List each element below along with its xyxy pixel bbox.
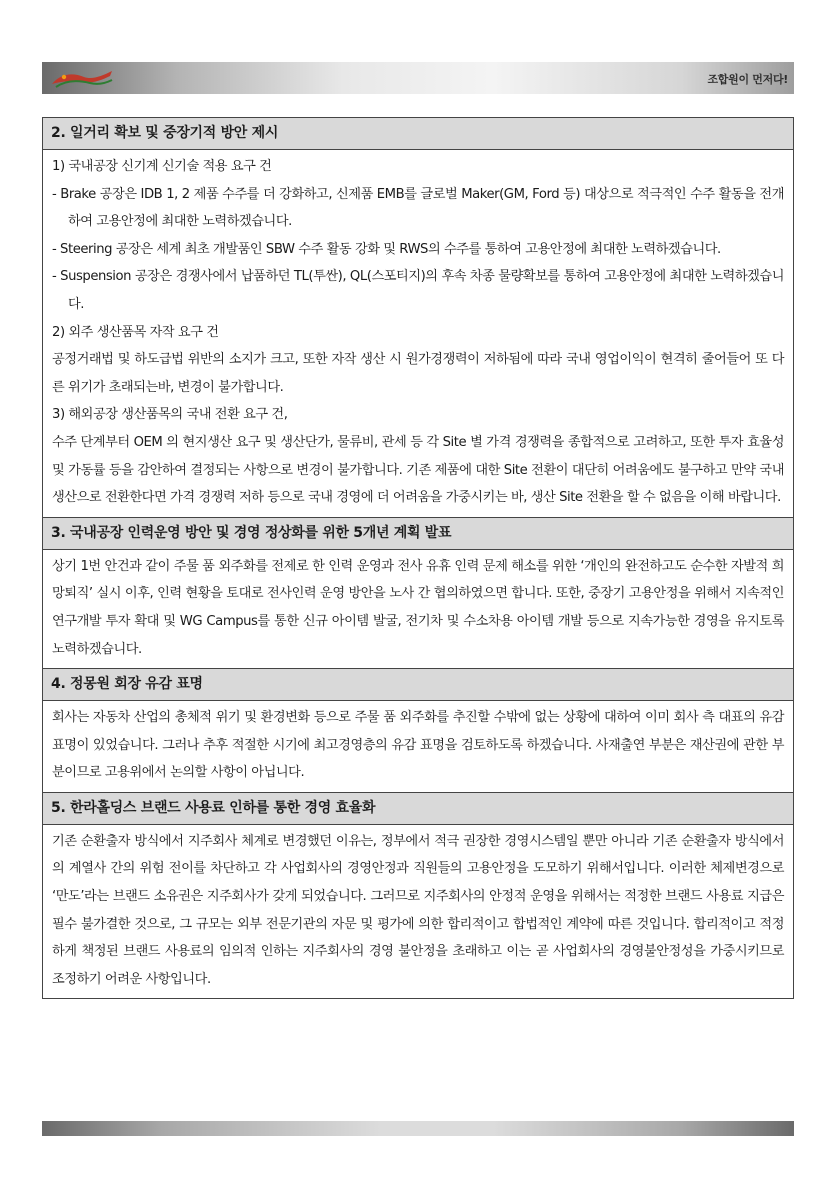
section-title: 2. 일거리 확보 및 중장기적 방안 제시 — [43, 118, 793, 150]
paragraph: 1) 국내공장 신기계 신기술 적용 요구 건 — [52, 159, 272, 174]
header-slogan: 조합원이 먼저다! — [707, 73, 788, 86]
section-title: 5. 한라홀딩스 브랜드 사용료 인하를 통한 경영 효율화 — [43, 792, 793, 825]
section-body — [43, 825, 793, 999]
section-title: 4. 정몽원 회장 유감 표명 — [43, 668, 793, 701]
page-footer — [42, 1121, 794, 1136]
union-logo — [50, 68, 114, 90]
paragraph: 수주 단계부터 OEM 의 현지생산 요구 및 생산단가, 물류비, 관세 등 각 Site 별 가격 경쟁력을 종합적으로 고려하고, 또한 투자 효율성 및 가동률 등을 감안하여 결정되는 사항으로 변경이 불가합니다. 기존 제품에 대한 Site 전환이 대단히 어려움에도 불구하고 만약 국내 생산으로 전환한다면 가격 경쟁력 저하 등으로 국내 경영에 더 어려움을 가중시키는 바, 생산 Site 전환을 할 수 없음을 이해 바랍니다. — [52, 434, 784, 506]
paragraph: 2) 외주 생산품목 자작 요구 건 — [52, 324, 219, 340]
paragraph: 기존 순환출자 방식에서 지주회사 체계로 변경했던 이유는, 정부에서 적극 권장한 경영시스템일 뿐만 아니라 기존 순환출자 방식에서의 계열사 간의 위험 전이를 차단하고 각 사업회사의 경영안정과 직원들의 고용안정을 도모하기 위해서입니다. 이러한 체제변경으로 ‘만도’라는 브랜드 소유권은 지주회사가 갖게 되었습니다. 그러므로 지주회사의 안정적 운영을 위해서는 적정한 브랜드 사용료 지급은 필수 불가결한 것으로, 그 규모는 외부 전문기관의 자문 및 평가에 의한 합리적이고 합법적인 계약에 따른 것입니다. 합리적이고 적정하게 책정된 브랜드 사용료의 임의적 인하는 지주회사의 경영 불안정을 초래하고 이는 곧 사업회사의 경영불안정성을 가중시키므로 조정하기 어려운 사항입니다. — [52, 833, 784, 987]
document-body — [42, 117, 794, 999]
bullet-item: - Suspension 공장은 경쟁사에서 납품하던 TL(투싼), QL(스포티지)의 후속 차종 물량확보를 통하여 고용안정에 최대한 노력하겠습니다. — [52, 269, 784, 312]
paragraph: 상기 1번 안건과 같이 주물 품 외주화를 전제로 한 인력 운영과 전사 유휴 인력 문제 해소를 위한 ‘개인의 완전하고도 순수한 자발적 희망퇴직’ 실시 이후, 인력 현황을 토대로 전사인력 운영 방안을 노사 간 협의하였으면 합니다. 또한, 중장기 고용안정을 위해서 지속적인 연구개발 투자 확대 및 WG Campus를 통한 신규 아이템 발굴, 전기차 및 수소차용 아이템 개발 등으로 지속가능한 경영을 유지토록 노력하겠습니다. — [52, 558, 784, 657]
section-body — [43, 150, 793, 517]
paragraph: 공정거래법 및 하도급법 위반의 소지가 크고, 또한 자작 생산 시 원가경쟁력이 저하됨에 따라 국내 영업이익이 현격히 줄어들어 또 다른 위기가 초래되는바, 변경이 불가합니다. — [52, 352, 784, 395]
bullet-item: - Steering 공장은 세계 최초 개발품인 SBW 수주 활동 강화 및 RWS의 수주를 통하여 고용안정에 최대한 노력하겠습니다. — [52, 241, 721, 257]
section-body — [43, 701, 793, 792]
paragraph: 3) 해외공장 생산품목의 국내 전환 요구 건, — [52, 407, 288, 423]
bullet-item: - Brake 공장은 IDB 1, 2 제품 수주를 더 강화하고, 신제품 EMB를 글로벌 Maker(GM, Ford 등) 대상으로 적극적인 수주 활동을 전개하여 고용안정에 최대한 노력하겠습니다. — [52, 186, 784, 230]
page-header — [42, 62, 794, 94]
section-title: 3. 국내공장 인력운영 방안 및 경영 정상화를 위한 5개년 계획 발표 — [43, 517, 793, 550]
paragraph: 회사는 자동차 산업의 총체적 위기 및 환경변화 등으로 주물 품 외주화를 추진할 수밖에 없는 상황에 대하여 이미 회사 측 대표의 유감 표명이 있었습니다. 그러나 추후 적절한 시기에 최고경영층의 유감 표명을 검토하도록 하겠습니다. 사재출연 부분은 재산권에 관한 부분이므로 고용위에서 논의할 사항이 아닙니다. — [52, 710, 784, 781]
section-body — [43, 550, 793, 668]
